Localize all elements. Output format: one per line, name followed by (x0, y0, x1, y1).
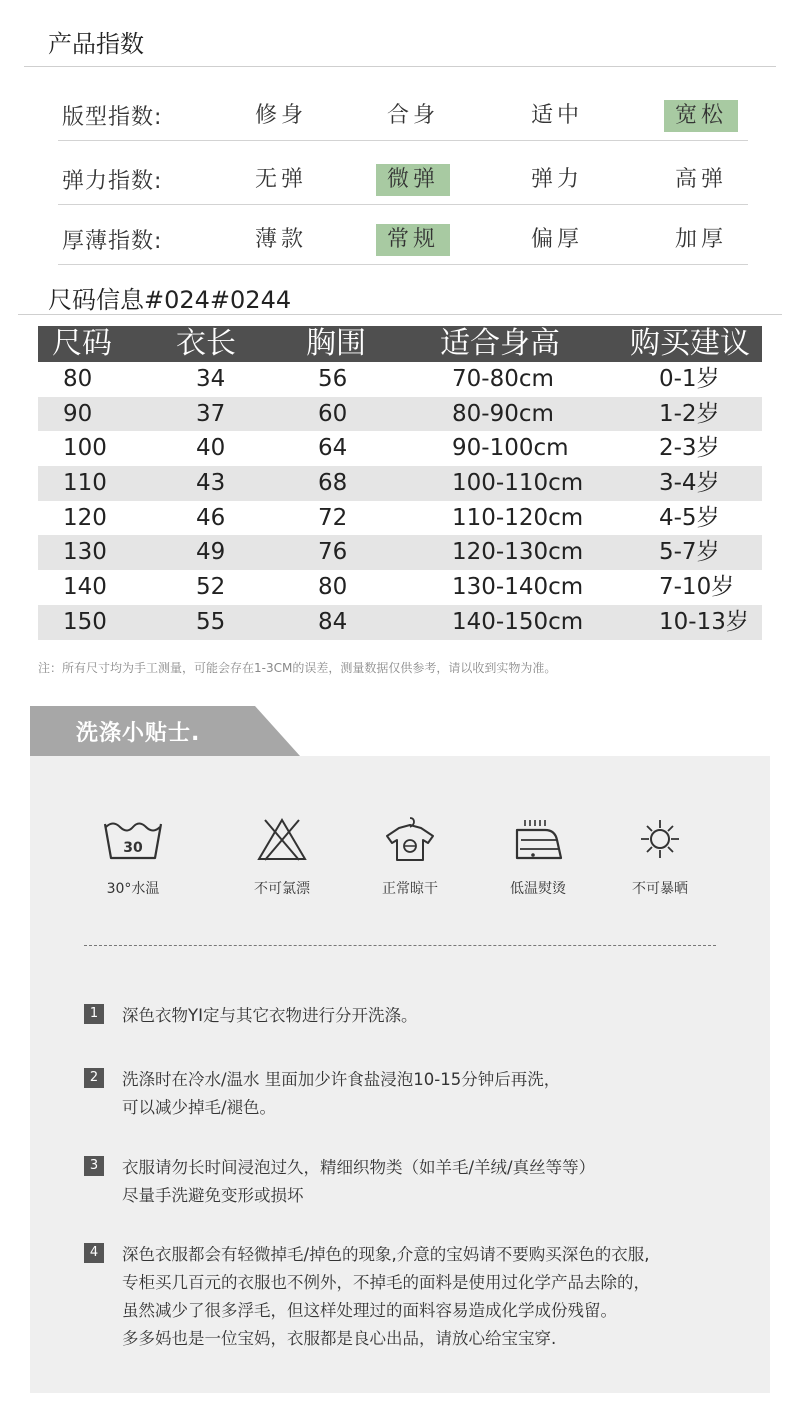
table-row (38, 605, 762, 640)
no-bleach-icon (251, 816, 313, 862)
table-row (38, 535, 762, 570)
table-cell: 100-110cm (452, 470, 584, 497)
product-index-title: 产品指数 (48, 30, 144, 58)
tip-number-badge: 2 (84, 1068, 104, 1088)
table-cell: 43 (196, 470, 226, 497)
tip-text (122, 1241, 774, 1353)
table-cell: 0-1岁 (659, 366, 720, 392)
table-cell: 90-100cm (452, 435, 569, 462)
table-cell: 90 (63, 400, 93, 427)
index-row (58, 224, 748, 268)
table-cell: 4-5岁 (659, 504, 720, 531)
washing-title: 洗涤小贴士. (76, 721, 201, 746)
index-option: 偏厚 (530, 227, 583, 252)
tip-item (84, 1002, 774, 1030)
tip-text (122, 1002, 774, 1030)
table-cell: 130 (63, 539, 107, 566)
table-cell: 110-120cm (452, 504, 584, 531)
care-label: 低温熨烫 (510, 881, 566, 897)
hang-dry-icon (379, 816, 441, 862)
size-table-body (38, 362, 762, 640)
index-row-label: 厚薄指数: (62, 229, 163, 254)
index-row-label: 版型指数: (62, 105, 163, 130)
table-cell: 80 (63, 366, 93, 392)
table-cell: 2-3岁 (659, 435, 720, 462)
table-cell: 68 (318, 470, 348, 497)
table-cell: 1-2岁 (659, 400, 720, 427)
table-cell: 60 (318, 400, 348, 427)
tip-line: 尽量手洗避免变形或损坏 (122, 1186, 304, 1205)
no-sun-icon (629, 816, 691, 862)
tip-line: 洗涤时在冷水/温水 里面加少许食盐浸泡10-15分钟后再洗， (122, 1070, 561, 1089)
index-option: 合身 (386, 103, 439, 128)
index-option: 适中 (530, 103, 583, 128)
index-option-selected: 宽松 (664, 100, 738, 132)
table-cell: 46 (196, 504, 226, 531)
table-cell: 140-150cm (452, 608, 584, 635)
table-cell: 120 (63, 504, 107, 531)
size-table-header-cell: 适合身高 (440, 326, 560, 361)
table-row (38, 362, 762, 397)
index-option: 高弹 (674, 167, 727, 192)
size-info-title: 尺码信息#024#0244 (48, 286, 292, 314)
tip-number-badge: 3 (84, 1156, 104, 1176)
table-cell: 7-10岁 (659, 574, 735, 601)
care-label: 正常晾干 (382, 881, 438, 897)
table-cell: 84 (318, 608, 348, 635)
table-row (38, 466, 762, 501)
divider (24, 66, 776, 67)
size-table-header-cell: 尺码 (52, 326, 112, 361)
table-row (38, 397, 762, 432)
tip-item (84, 1154, 774, 1210)
index-option: 薄款 (254, 227, 307, 252)
table-cell: 5-7岁 (659, 539, 720, 566)
divider (58, 204, 748, 205)
size-table-header-cell: 购买建议 (630, 326, 750, 361)
table-cell: 52 (196, 574, 226, 601)
tip-text (122, 1154, 774, 1210)
table-cell: 100 (63, 435, 107, 462)
tip-line: 深色衣服都会有轻微掉毛/掉色的现象,介意的宝妈请不要购买深色的衣服, (122, 1245, 650, 1264)
table-cell: 80 (318, 574, 348, 601)
care-item-no-sun (605, 816, 715, 898)
tip-line: 衣服请勿长时间浸泡过久，精细织物类（如羊毛/羊绒/真丝等等） (122, 1158, 596, 1177)
table-cell: 56 (318, 366, 348, 392)
table-cell: 37 (196, 400, 226, 427)
size-table-header-cell: 衣长 (176, 326, 236, 361)
table-cell: 150 (63, 608, 107, 635)
table-cell: 70-80cm (452, 366, 554, 392)
size-table-header-cell: 胸围 (306, 326, 366, 361)
care-item-no-bleach (227, 816, 337, 898)
table-cell: 110 (63, 470, 107, 497)
index-option: 加厚 (674, 227, 727, 252)
care-item-hang-dry (355, 816, 465, 898)
measurement-note: 注：所有尺寸均为手工测量，可能会存在1-3CM的误差，测量数据仅供参考，请以收到实物为准。 (38, 661, 557, 675)
table-cell: 40 (196, 435, 226, 462)
tip-line: 可以减少掉毛/褪色。 (122, 1098, 277, 1117)
dashed-divider (84, 945, 716, 946)
tip-line: 深色衣物YI定与其它衣物进行分开洗涤。 (122, 1006, 418, 1025)
care-label: 30°水温 (106, 881, 160, 897)
table-cell: 10-13岁 (659, 608, 749, 635)
index-row (58, 164, 748, 208)
tip-number-badge: 4 (84, 1243, 104, 1263)
tip-line: 虽然减少了很多浮毛，但这样处理过的面料容易造成化学成份残留。 (122, 1301, 617, 1320)
care-item-wash-30 (78, 816, 188, 898)
table-row (38, 570, 762, 605)
care-item-low-iron (483, 816, 593, 898)
table-row (38, 431, 762, 466)
low-iron-icon (507, 816, 569, 862)
table-cell: 72 (318, 504, 348, 531)
care-label: 不可暴晒 (632, 881, 688, 897)
index-option: 弹力 (530, 167, 583, 192)
divider (18, 314, 782, 315)
table-cell: 3-4岁 (659, 470, 720, 497)
index-option-selected: 常规 (376, 224, 450, 256)
care-label: 不可氯漂 (254, 881, 310, 897)
table-cell: 140 (63, 574, 107, 601)
table-cell: 80-90cm (452, 400, 554, 427)
size-table (38, 326, 762, 640)
index-row (58, 100, 748, 144)
tip-text (122, 1066, 774, 1122)
wash-temp-badge: 30 (123, 840, 143, 856)
table-cell: 120-130cm (452, 539, 584, 566)
index-option: 修身 (254, 103, 307, 128)
table-row (38, 501, 762, 536)
tip-item (84, 1066, 774, 1122)
table-cell: 49 (196, 539, 226, 566)
tip-number-badge: 1 (84, 1004, 104, 1024)
tip-item (84, 1241, 774, 1353)
size-table-header (38, 326, 762, 362)
table-cell: 64 (318, 435, 348, 462)
divider (58, 140, 748, 141)
index-option-selected: 微弹 (376, 164, 450, 196)
table-cell: 34 (196, 366, 226, 392)
tip-line: 多多妈也是一位宝妈，衣服都是良心出品，请放心给宝宝穿. (122, 1329, 557, 1348)
divider (58, 264, 748, 265)
tip-line: 专柜买几百元的衣服也不例外，不掉毛的面料是使用过化学产品去除的， (122, 1273, 650, 1292)
table-cell: 55 (196, 608, 226, 635)
table-cell: 76 (318, 539, 348, 566)
index-row-label: 弹力指数: (62, 169, 163, 194)
index-option: 无弹 (254, 167, 307, 192)
wash-30-icon (102, 816, 164, 862)
table-cell: 130-140cm (452, 574, 584, 601)
